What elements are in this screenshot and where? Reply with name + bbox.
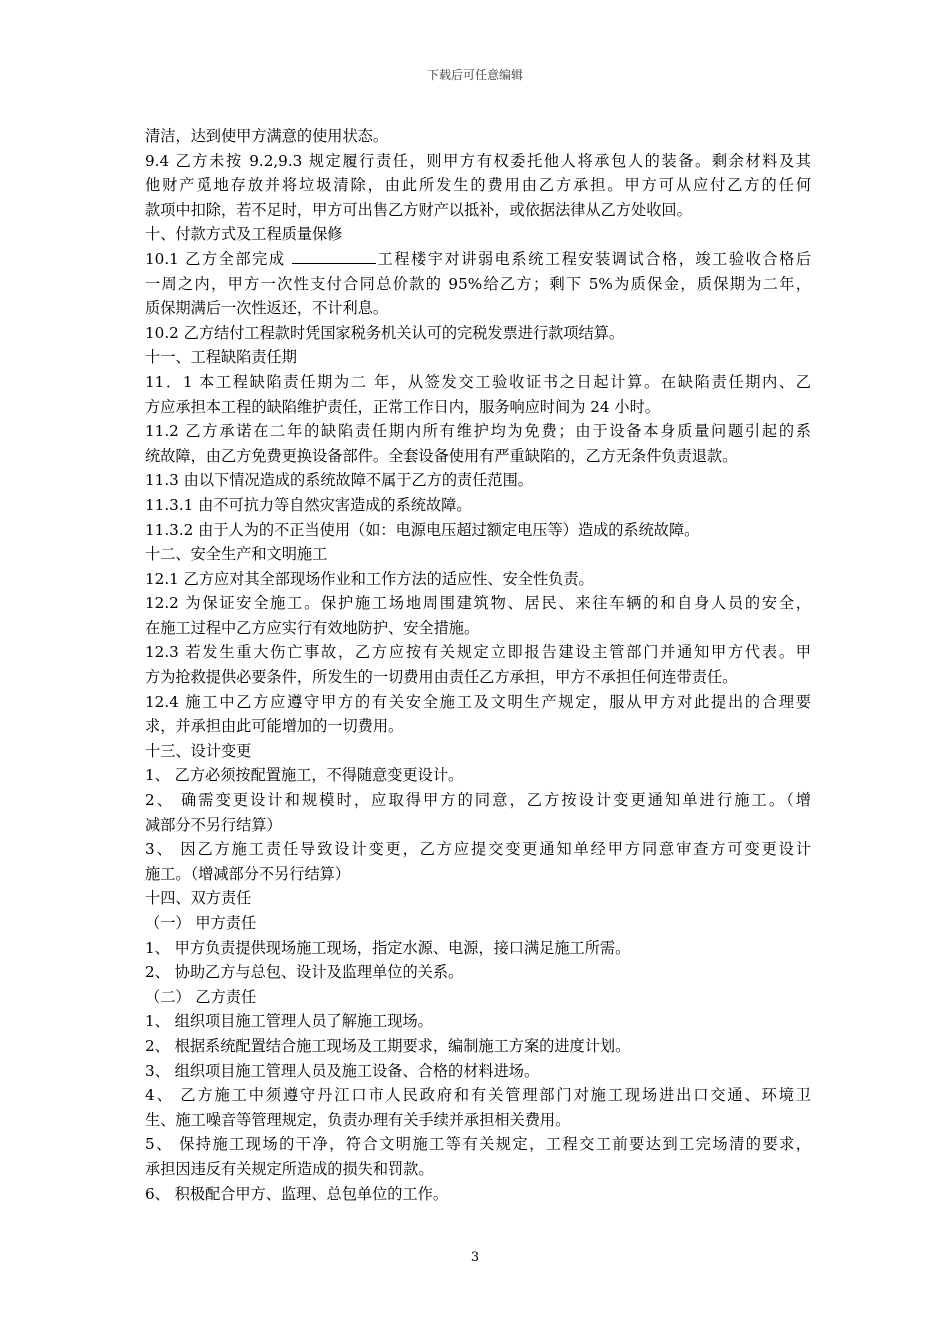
text-line-segment: 2、 协助乙方与总包、设计及监理单位的关系。 [145,963,464,982]
text-line-segment: 十、付款方式及工程质量保修 [145,225,343,244]
text-line [145,124,811,149]
text-line [145,173,811,198]
text-line [145,198,811,223]
text-line [145,960,811,985]
text-line [145,345,811,370]
page-header-note: 下载后可任意编辑 [426,68,523,82]
text-line-segment: 施工。（增减部分不另行结算） [145,864,351,883]
text-line-segment: 11.3.1 由不可抗力等自然灾害造成的系统故障。 [145,495,472,514]
text-line [145,714,811,739]
text-line-segment: 求，并承担由此可能增加的一切费用。 [145,717,404,736]
text-line-segment: 11.3 由以下情况造成的系统故障不属于乙方的责任范围。 [145,471,533,490]
text-line [145,149,811,174]
text-line [145,591,811,616]
text-line-segment: 方为抢救提供必要条件，所发生的一切费用由责任乙方承担，甲方不承担任何连带责任。 [145,668,738,687]
text-line [145,321,811,346]
text-line-segment: 12.4 施工中乙方应遵守甲方的有关安全施工及文明生产规定，服从甲方对此提出的合理要 [145,692,811,711]
text-line [145,985,811,1010]
text-line [145,518,811,543]
text-line-segment: 他财产觅地存放并将垃圾清除，由此所发生的费用由乙方承担。甲方可从应付乙方的任何 [145,176,811,195]
text-line-segment: 12.3 若发生重大伤亡事故，乙方应按有关规定立即报告建设主管部门并通知甲方代表。甲 [145,643,811,662]
text-line-segment: 一周之内，甲方一次性支付合同总价款的 95%给乙方；剩下 5%为质保金，质保期为二年， [145,274,811,293]
text-line-segment: 2、 根据系统配置结合施工现场及工期要求，编制施工方案的进度计划。 [145,1036,631,1055]
text-line-segment: （二） 乙方责任 [145,987,257,1006]
text-line [145,419,811,444]
text-line-segment: 工程楼宇对讲弱电系统工程安装调试合格，竣工验收合格后 [375,249,811,268]
text-line-segment: （一） 甲方责任 [145,914,257,932]
text-line [145,1059,811,1084]
text-line [145,640,811,665]
text-line-segment: 1、 乙方必须按配置施工，不得随意变更设计。 [145,766,464,785]
text-line-segment: 十二、安全生产和文明施工 [145,545,328,564]
text-line-segment: 十三、设计变更 [145,741,252,760]
document-body [145,124,811,1206]
text-line-segment: 清洁，达到使甲方满意的使用状态。 [145,127,388,145]
text-line [145,1108,811,1133]
text-line [145,272,811,297]
text-line [145,911,811,936]
text-line-segment: 款项中扣除，若不足时，甲方可出售乙方财产以抵补，或依据法律从乙方处收回。 [145,200,692,219]
text-line [145,886,811,911]
text-line-segment: 在施工过程中乙方应实行有效地防护、安全措施。 [145,618,480,637]
text-line [145,665,811,690]
text-line-segment: 3、 因乙方施工责任导致设计变更，乙方应提交变更通知单经甲方同意审查方可变更设计 [145,840,811,859]
text-line-segment: 12.1 乙方应对其全部现场作业和工作方法的适应性、安全性负责。 [145,569,594,588]
text-line [145,1182,811,1207]
text-line [145,862,811,887]
text-line [145,616,811,641]
text-line-segment: 承担因违反有关规定所造成的损失和罚款。 [145,1159,434,1178]
text-line [145,247,811,272]
text-line [145,936,811,961]
text-line-segment: 十一、工程缺陷责任期 [145,348,297,367]
text-line [145,763,811,788]
text-line [145,493,811,518]
text-line [145,837,811,862]
text-line-segment: 11．1 本工程缺陷责任期为二 年，从签发交工验收证书之日起计算。在缺陷责任期内、乙 [145,372,811,391]
text-line-segment: 12.2 为保证安全施工。保护施工场地周围建筑物、居民、来往车辆的和自身人员的安全， [145,594,811,613]
text-line-segment: 1、 甲方负责提供现场施工现场，指定水源、电源，接口满足施工所需。 [145,938,631,957]
text-line [145,1157,811,1182]
text-line-segment: 9.4 乙方未按 9.2,9.3 规定履行责任，则甲方有权委托他人将承包人的装备。剩余材料及其 [145,151,811,170]
text-line-segment: 减部分不另行结算） [145,815,282,834]
text-line-segment: 4、 乙方施工中须遵守丹江口市人民政府和有关管理部门对施工现场进出口交通、环境卫 [145,1086,811,1105]
text-line [145,739,811,764]
text-line [145,296,811,321]
text-line-segment: 5、 保持施工现场的干净，符合文明施工等有关规定，工程交工前要达到工完场清的要求， [145,1135,811,1154]
text-line-segment: 11.2 乙方承诺在二年的缺陷责任期内所有维护均为免费；由于设备本身质量问题引起的系 [145,422,811,441]
text-line [145,1083,811,1108]
text-line [145,395,811,420]
text-line-segment: 十四、双方责任 [145,889,252,908]
text-line [145,788,811,813]
text-line-segment: 11.3.2 由于人为的不正当使用（如：电源电压超过额定电压等）造成的系统故障。 [145,520,700,539]
text-line [145,222,811,247]
text-line [145,1009,811,1034]
text-line [145,813,811,838]
text-line-segment: 10.1 乙方全部完成 [145,249,286,268]
text-line-segment: 生、施工噪音等管理规定，负责办理有关手续并承担相关费用。 [145,1110,571,1129]
text-line [145,1034,811,1059]
text-line-segment: 3、 组织项目施工管理人员及施工设备、合格的材料进场。 [145,1061,540,1080]
text-line-segment: 6、 积极配合甲方、监理、总包单位的工作。 [145,1184,449,1203]
text-line-segment: 1、 组织项目施工管理人员了解施工现场。 [145,1012,433,1031]
text-line [145,444,811,469]
page-number: 3 [470,1250,480,1265]
text-line-segment: 2、 确需变更设计和规模时，应取得甲方的同意，乙方按设计变更通知单进行施工。（增 [145,791,811,810]
text-line-segment: 质保期满后一次性返还，不计利息。 [145,299,388,318]
text-line [145,567,811,592]
text-line [145,542,811,567]
fill-in-blank [292,249,376,264]
text-line-segment: 方应承担本工程的缺陷维护责任，正常工作日内，服务响应时间为 24 小时。 [145,397,660,416]
text-line [145,690,811,715]
text-line-segment: 统故障，由乙方免费更换设备部件。全套设备使用有严重缺陷的，乙方无条件负责退款。 [145,446,738,465]
text-line [145,370,811,395]
text-line-segment: 10.2 乙方结付工程款时凭国家税务机关认可的完税发票进行款项结算。 [145,323,625,342]
text-line [145,468,811,493]
text-line [145,1132,811,1157]
